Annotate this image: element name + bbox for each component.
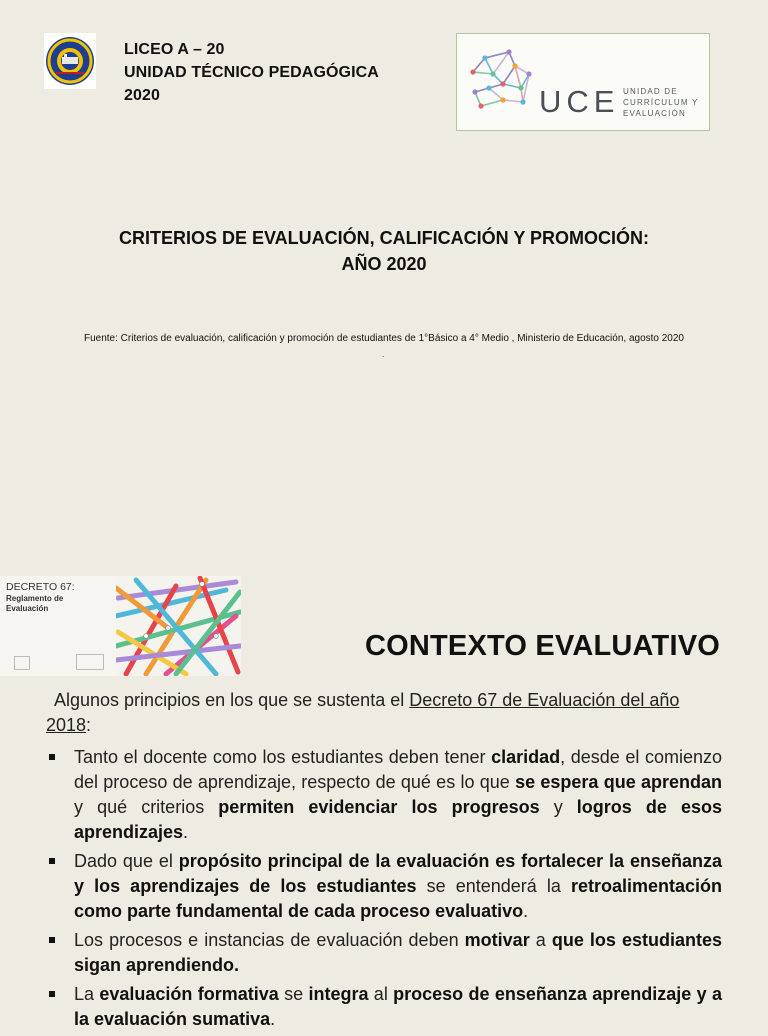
intro-text: Algunos principios en los que se sustenta el <box>54 690 410 710</box>
emphasis-text: motivar <box>464 930 530 950</box>
body-text: a <box>529 930 552 950</box>
thumbnail-subtitle-2: Evaluación <box>6 604 49 613</box>
emphasis-text: propósito principal de la evaluación es fortalecer la enseñanza y los aprendizajes de los estudiantes <box>74 851 722 896</box>
body-text: se entenderá la <box>416 876 571 896</box>
thumbnail-title: DECRETO 67: <box>6 581 75 593</box>
principles-list <box>46 745 722 1036</box>
document-title: CRITERIOS DE EVALUACIÓN, CALIFICACIÓN Y PROMOCIÓN: <box>118 228 650 248</box>
body-text: Dado que el <box>74 851 179 871</box>
body-text: , desde el comienzo del proceso de aprendizaje, respecto de qué es lo que <box>74 747 723 792</box>
body-text: . <box>183 822 189 842</box>
emphasis-text: se espera que aprendan <box>515 772 722 792</box>
thumbnail-logo <box>76 654 104 670</box>
body-text: . <box>270 1009 276 1029</box>
school-name: LICEO A – 20 <box>124 41 225 58</box>
body-text: se <box>278 984 309 1004</box>
emphasis-text: claridad <box>491 747 561 767</box>
emphasis-text: integra <box>308 984 369 1004</box>
school-logo <box>44 33 96 89</box>
intro-paragraph <box>46 688 722 738</box>
document-title-year: AÑO 2020 <box>341 254 427 274</box>
body-text: . <box>523 901 529 921</box>
bullet-square-icon <box>49 754 55 760</box>
uce-logo <box>456 33 710 131</box>
decreto-cover-thumbnail <box>0 576 118 676</box>
decreto-link[interactable]: Decreto 67 de Evaluación del año 2018 <box>46 690 680 735</box>
uce-subtitle-1: UNIDAD DE <box>623 87 678 96</box>
intro-colon: : <box>86 715 92 735</box>
department-name: UNIDAD TÉCNICO PEDAGÓGICA <box>124 64 379 81</box>
principle-item <box>46 849 722 924</box>
body-text: y qué criterios <box>74 797 219 817</box>
uce-logo-word: UCE <box>539 84 620 119</box>
principle-item <box>46 982 722 1032</box>
principle-item <box>46 745 722 845</box>
network-graphic <box>463 44 543 116</box>
bullet-square-icon <box>49 991 55 997</box>
body-text: y <box>539 797 577 817</box>
header-year: 2020 <box>124 87 160 104</box>
principle-item <box>46 928 722 978</box>
emphasis-text: permiten evidenciar los progresos <box>218 797 540 817</box>
body-text: Tanto el docente como los estudiantes deben tener <box>74 747 492 767</box>
bullet-square-icon <box>49 858 55 864</box>
uce-subtitle-3: EVALUACIÓN <box>623 109 686 118</box>
emphasis-text: logros de esos aprendizajes <box>74 797 722 842</box>
emphasis-text: que los estudiantes sigan aprendiendo. <box>74 930 722 975</box>
body-text: La <box>74 984 100 1004</box>
emphasis-text: retroalimentación como parte fundamental de cada proceso evaluativo <box>74 876 722 921</box>
bullet-square-icon <box>49 937 55 943</box>
uce-subtitle-2: CURRÍCULUM Y <box>623 98 699 107</box>
decreto-cover-art <box>116 576 241 676</box>
body-text: al <box>368 984 394 1004</box>
thumbnail-subtitle-1: Reglamento de <box>6 594 64 603</box>
emphasis-text: proceso de enseñanza aprendizaje y a la evaluación sumativa <box>74 984 722 1029</box>
emphasis-text: evaluación formativa <box>99 984 279 1004</box>
body-text: Los procesos e instancias de evaluación deben <box>74 930 465 950</box>
section-title: CONTEXTO EVALUATIVO <box>364 630 720 662</box>
thumbnail-seal <box>14 656 30 670</box>
tiny-mark: . <box>382 350 385 359</box>
source-note: Fuente: Criterios de evaluación, calificación y promoción de estudiantes de 1°Básico a 4° Medio , Ministerio de Educación, agosto 2020 <box>83 333 684 344</box>
